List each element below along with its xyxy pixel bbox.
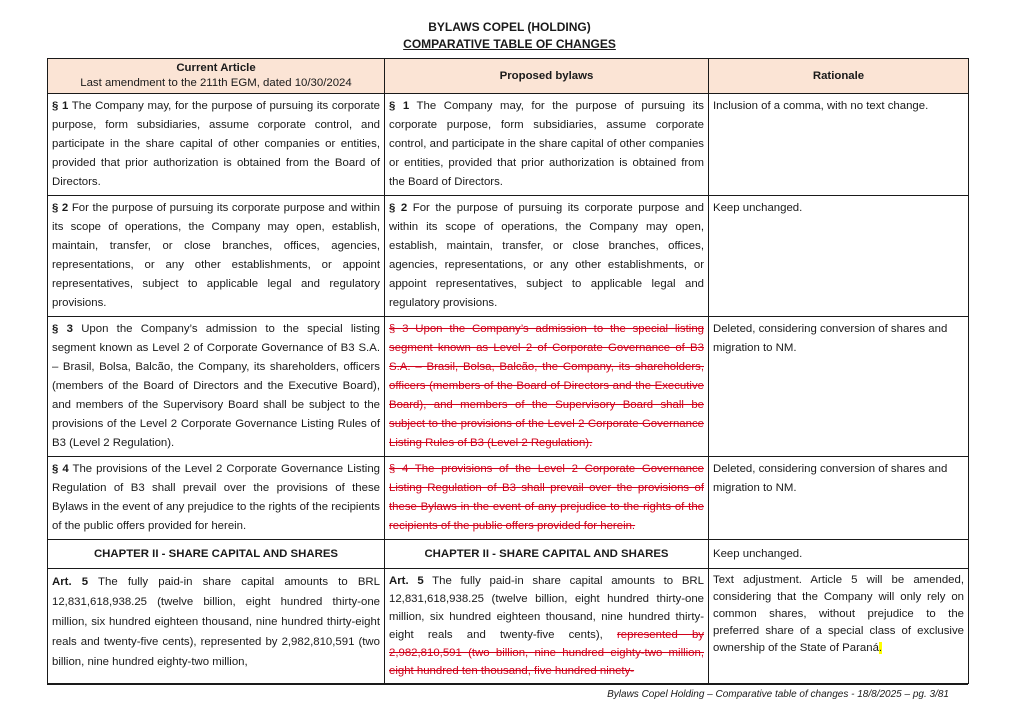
- proposed-cell: [385, 457, 709, 540]
- deleted-text: § 4 The provisions of the Level 2 Corporate Governance Listing Regulation of B3 shall prevail over the provisions of these Bylaws in the event of any prejudice to the rights of the recipients of the public offers provided for herein.: [389, 463, 704, 532]
- table-row: [48, 569, 969, 684]
- current-text: Upon the Company’s admission to the special listing segment known as Level 2 of Corporate Governance of B3 S.A. – Brasil, Bolsa, Balcão, the Company, its shareholders, officers (members of the Board of Directors and the Executive Board), and members of the Supervisory Board shall be subject to the provisions of the Level 2 Corporate Governance Listing Rules of B3 (Level 2 Regulation).: [52, 323, 380, 449]
- current-cell: [48, 457, 385, 540]
- current-cell: [48, 317, 385, 457]
- rationale-cell: Keep unchanged.: [709, 196, 969, 317]
- article-number: Art. 5: [52, 576, 89, 588]
- current-text: For the purpose of pursuing its corporate purpose and within its scope of operations, the Company may open, establish, maintain, transfer, or close branches, offices, agencies, representations, or any other establishments, or appoint representatives, subject to applicable legal and regulatory provisions.: [52, 202, 380, 309]
- document-title: BYLAWS COPEL (HOLDING): [428, 20, 591, 34]
- proposed-cell: [385, 94, 709, 196]
- deleted-text: § 3 Upon the Company’s admission to the special listing segment known as Level 2 of Corporate Governance of B3 S.A. – Brasil, Bolsa, Balcão, the Company, its shareholders, officers (members of the Board of Directors and the Executive Board), and members of the Supervisory Board shall be subject to the provisions of the Level 2 Corporate Governance Listing Rules of B3 (Level 2 Regulation).: [389, 323, 704, 449]
- current-cell: [48, 196, 385, 317]
- comparative-table: [47, 58, 969, 684]
- proposed-cell: [385, 196, 709, 317]
- rationale-cell: Deleted, considering conversion of shares and migration to NM.: [709, 457, 969, 540]
- proposed-cell: [385, 569, 709, 684]
- current-text: The Company may, for the purpose of pursuing its corporate purpose, form subsidiaries, assume corporate control, and participate in the share capital of other companies or entities, provided that prior authorization is obtained from the Board of Directors.: [52, 100, 380, 188]
- rationale-cell: Inclusion of a comma, with no text change.: [709, 94, 969, 196]
- table-row: [48, 317, 969, 457]
- page-footer: Bylaws Copel Holding – Comparative table of changes - 18/8/2025 – pg. 3/81: [607, 689, 949, 700]
- chapter-heading-proposed: CHAPTER II - SHARE CAPITAL AND SHARES: [385, 540, 709, 569]
- table-row: [48, 94, 969, 196]
- proposed-text: For the purpose of pursuing its corporate purpose and within its scope of operations, the Company may open, establish, maintain, transfer, or close branches, offices, agencies, representations, or any other establishments, or appoint representatives, subject to applicable legal and regulatory provisions.: [389, 202, 704, 309]
- proposed-cell: [385, 317, 709, 457]
- current-cell: [48, 569, 385, 684]
- table-header-row: [48, 59, 969, 94]
- paragraph-number: § 1: [52, 100, 69, 112]
- proposed-text: The Company may, for the purpose of pursuing its corporate purpose, form subsidiaries, assume corporate control, and participate in the share capital of other companies or entities, provided that prior authorization is obtained from the Board of Directors.: [389, 100, 704, 188]
- current-article-subtitle: Last amendment to the 211th EGM, dated 10/30/2024: [80, 77, 352, 89]
- document-subtitle: COMPARATIVE TABLE OF CHANGES: [403, 37, 616, 51]
- chapter-heading-current: CHAPTER II - SHARE CAPITAL AND SHARES: [48, 540, 385, 569]
- rationale-text: Text adjustment. Article 5 will be amended, considering that the Company will only rely on common shares, without prejudice to the preferred share of a special class of exclusive ownership of the State of Paraná: [713, 574, 964, 654]
- rationale-cell: Keep unchanged.: [709, 540, 969, 569]
- header-rationale: Rationale: [709, 59, 969, 94]
- rationale-cell: Deleted, considering conversion of shares and migration to NM.: [709, 317, 969, 457]
- current-cell: [48, 94, 385, 196]
- current-article-title: Current Article: [176, 62, 256, 74]
- table-row: [48, 457, 969, 540]
- footer-divider: [47, 684, 968, 685]
- table-row: [48, 540, 969, 569]
- header-proposed-bylaws: Proposed bylaws: [385, 59, 709, 94]
- table-row: [48, 196, 969, 317]
- paragraph-number: § 4: [52, 463, 69, 475]
- header-current-article: [48, 59, 385, 94]
- current-text: The fully paid-in share capital amounts to BRL 12,831,618,938.25 (twelve billion, eight hundred thirty-one million, six hundred eighteen thousand, nine hundred thirty-eight reals and twenty-five cents), represented by 2,982,810,591 (two billion, nine hundred eighty-two million,: [52, 576, 380, 668]
- paragraph-number: § 3: [52, 323, 73, 335]
- article-number: Art. 5: [389, 575, 424, 587]
- rationale-cell: [709, 569, 969, 684]
- current-text: The provisions of the Level 2 Corporate Governance Listing Regulation of B3 shall prevail over the provisions of these Bylaws in the event of any prejudice to the rights of the recipients of the public offers provided for herein.: [52, 463, 380, 532]
- deleted-text: represented by 2,982,810,591 (two billion, nine hundred eighty-two million, eight hundred ten thousand, five hundred ninety-: [389, 629, 704, 677]
- highlighted-text: .: [878, 642, 883, 654]
- proposed-text: The fully paid-in share capital amounts to BRL 12,831,618,938.25 (twelve billion, eight hundred thirty-one million, six hundred eighteen thousand, nine hundred thirty-eight reals and twenty-five cents),: [389, 575, 704, 641]
- paragraph-number: § 2: [52, 202, 69, 214]
- paragraph-number: § 1: [389, 100, 410, 112]
- paragraph-number: § 2: [389, 202, 408, 214]
